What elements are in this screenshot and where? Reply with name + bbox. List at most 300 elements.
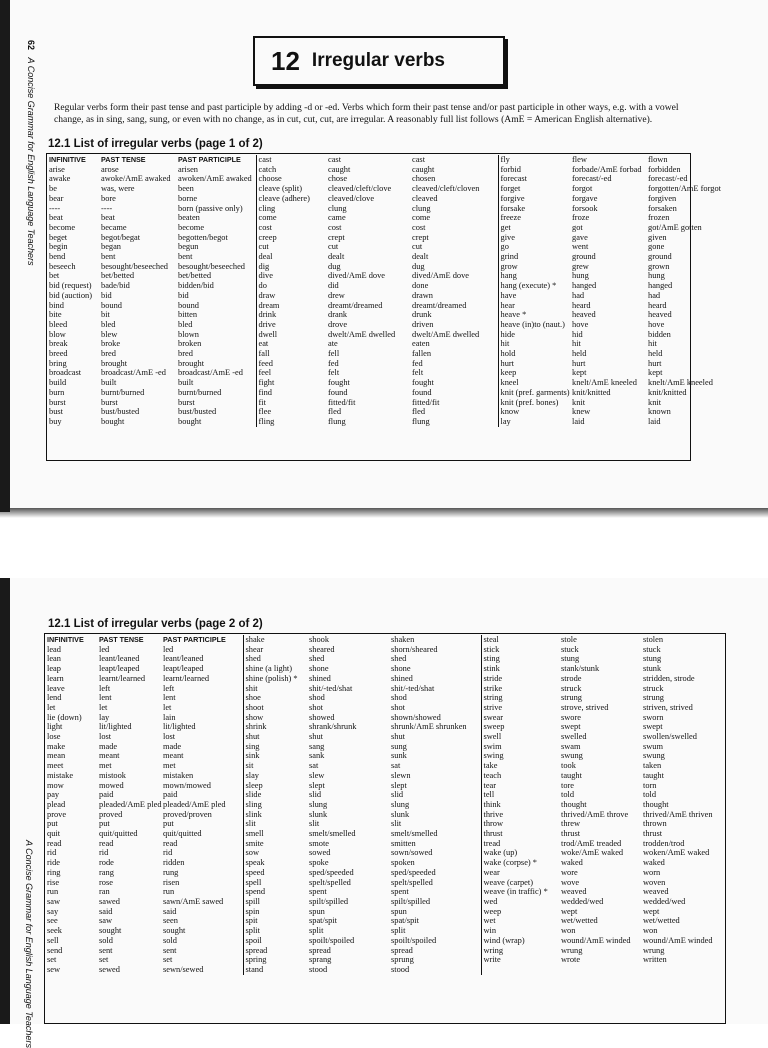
verb-past-tense: bought <box>101 416 125 426</box>
verb-past-tense: heard <box>572 300 591 310</box>
verb-past-tense: bled <box>101 319 116 329</box>
table-row <box>47 165 692 175</box>
verb-past-participle: bidden <box>648 329 671 339</box>
verb-past-tense: led <box>99 644 110 654</box>
verb-past-participle: wedded/wed <box>643 896 686 906</box>
verb-past-participle: sung <box>391 741 407 751</box>
table-row <box>45 848 726 858</box>
verb-table-page-2 <box>45 635 726 975</box>
verb-infinitive: stick <box>481 645 559 655</box>
table-row <box>47 349 692 359</box>
book-title: A Concise Grammar for English Language Teachers <box>26 57 36 266</box>
verb-past-tense: swore <box>561 712 582 722</box>
verb-infinitive: slay <box>243 771 307 781</box>
verb-past-tense: waked <box>561 858 583 868</box>
verb-past-participle: slid <box>391 790 404 800</box>
verb-past-participle: seen <box>163 916 178 926</box>
verb-past-tense: froze <box>572 213 590 223</box>
verb-past-participle: given <box>648 232 667 242</box>
verb-past-tense: hid <box>572 329 583 339</box>
verb-infinitive: meet <box>47 761 64 771</box>
table-row <box>45 645 726 655</box>
verb-infinitive: become <box>49 222 76 232</box>
verb-past-tense: shod <box>309 693 325 703</box>
verb-infinitive: sell <box>47 935 59 945</box>
verb-past-tense: fitted/fit <box>328 397 356 407</box>
verb-infinitive: wake (up) <box>481 848 559 858</box>
verb-past-tense: shed <box>309 654 325 664</box>
verb-infinitive: dream <box>256 301 326 311</box>
verb-infinitive: weep <box>481 907 559 917</box>
verb-past-tense: woke/AmE waked <box>561 848 624 858</box>
verb-past-tense: spat/spit <box>309 916 337 926</box>
verb-past-tense: stung <box>561 654 580 664</box>
verb-past-participle: burst <box>178 397 195 407</box>
chapter-title-box <box>253 36 505 86</box>
verb-infinitive: bet <box>49 271 60 281</box>
table-row <box>45 965 726 975</box>
verb-past-participle: driven <box>412 319 434 329</box>
verb-past-participle: bled <box>178 319 193 329</box>
verb-past-tense: spoilt/spoiled <box>309 935 355 945</box>
page-number: 62 <box>26 40 36 51</box>
verb-past-participle: stuck <box>643 644 661 654</box>
column-header: PAST TENSE <box>99 635 144 644</box>
verb-infinitive: dig <box>256 262 326 272</box>
verb-infinitive: send <box>47 945 63 955</box>
verb-past-participle: hit <box>648 339 657 349</box>
verb-past-participle: slit <box>391 819 402 829</box>
verb-past-participle: ground <box>648 252 672 262</box>
verb-infinitive: shoe <box>243 693 307 703</box>
verb-past-tense: heaved <box>572 310 596 320</box>
verb-past-participle: quit/quitted <box>163 829 202 839</box>
verb-infinitive: get <box>498 223 570 233</box>
verb-infinitive: beat <box>49 213 63 223</box>
verb-infinitive: ring <box>47 867 61 877</box>
verb-infinitive: hold <box>498 349 570 359</box>
verb-past-tense: proved <box>99 809 123 819</box>
verb-past-participle: woven <box>643 877 666 887</box>
verb-past-participle: swum <box>643 741 664 751</box>
verb-past-tense: drew <box>328 290 345 300</box>
verb-past-participle: struck <box>643 683 664 693</box>
verb-past-participle: mistaken <box>163 770 194 780</box>
verb-past-tense: struck <box>561 683 582 693</box>
table-row <box>45 946 726 956</box>
verb-past-tense: spent <box>309 887 327 897</box>
verb-infinitive: stand <box>243 965 307 975</box>
verb-past-tense: cleaved/clove <box>328 193 375 203</box>
verb-past-tense: beat <box>101 213 115 223</box>
verb-past-participle: worn <box>643 867 661 877</box>
verb-infinitive: hear <box>498 301 570 311</box>
table-row <box>47 417 692 427</box>
table-row <box>47 330 692 340</box>
verb-past-participle: shown/showed <box>391 712 441 722</box>
verb-past-participle: shed <box>391 654 407 664</box>
verb-past-tense: gave <box>572 232 588 242</box>
verb-infinitive: hurt <box>498 359 570 369</box>
table-row <box>45 926 726 936</box>
verb-past-tense: was, were <box>101 184 135 194</box>
verb-past-tense: hung <box>572 271 589 281</box>
verb-past-tense: clung <box>328 203 347 213</box>
table-row <box>45 819 726 829</box>
verb-past-tense: cleaved/cleft/clove <box>328 184 392 194</box>
verb-past-tense: bet/betted <box>101 271 135 281</box>
verb-past-participle: dug <box>412 261 425 271</box>
verb-infinitive: let <box>47 702 56 712</box>
verb-past-tense: split <box>309 926 324 936</box>
verb-past-tense: swung <box>561 751 583 761</box>
verb-past-tense: held <box>572 349 587 359</box>
verb-infinitive: find <box>256 388 326 398</box>
verb-infinitive: grow <box>498 262 570 272</box>
table-row <box>45 858 726 868</box>
verb-past-tense: put <box>99 819 110 829</box>
verb-past-participle: got/AmE gotten <box>648 222 702 232</box>
verb-past-participle: forgotten/AmE forgot <box>648 184 721 194</box>
verb-past-tense: shrank/shrunk <box>309 722 357 732</box>
verb-infinitive: spend <box>243 887 307 897</box>
verb-past-participle: gone <box>648 242 665 252</box>
verb-past-tense: stole <box>561 635 577 644</box>
verb-past-participle: shot <box>391 702 405 712</box>
verb-infinitive: wed <box>481 897 559 907</box>
verb-past-tense: tore <box>561 780 575 790</box>
verb-past-tense: sat <box>309 761 319 771</box>
verb-past-tense: burst <box>101 397 118 407</box>
verb-past-tense: spread <box>309 945 331 955</box>
verb-past-participle: hanged <box>648 281 673 291</box>
verb-infinitive: make <box>47 741 66 751</box>
verb-infinitive: swim <box>481 742 559 752</box>
verb-infinitive: cost <box>256 223 326 233</box>
verb-past-participle: fled <box>412 407 426 417</box>
verb-past-tense: rang <box>99 867 114 877</box>
verb-past-tense: ---- <box>101 203 113 213</box>
verb-past-participle: cut <box>412 242 423 252</box>
table-row <box>47 204 692 214</box>
verb-past-participle: sought <box>163 926 186 936</box>
verb-infinitive: shrink <box>243 722 307 732</box>
verb-past-tense: shot <box>309 702 323 712</box>
verb-past-tense: brought <box>101 358 128 368</box>
verb-past-tense: sang <box>309 741 325 751</box>
verb-past-tense: strove, strived <box>561 702 609 712</box>
verb-past-tense: dived/AmE dove <box>328 271 385 281</box>
verb-infinitive: forsake <box>498 204 570 214</box>
verb-past-tense: set <box>99 955 109 965</box>
verb-past-tense: sowed <box>309 848 331 858</box>
verb-past-participle: found <box>412 387 432 397</box>
verb-infinitive: creep <box>256 233 326 243</box>
verb-past-participle: run <box>163 887 175 897</box>
verb-past-participle: bust/busted <box>178 407 217 417</box>
verb-infinitive: teach <box>481 771 559 781</box>
verb-past-tense: wrung <box>561 945 583 955</box>
verb-past-participle: torn <box>643 780 657 790</box>
verb-past-participle: dealt <box>412 252 429 262</box>
verb-infinitive: swing <box>481 751 559 761</box>
verb-past-participle: cast <box>412 155 426 164</box>
verb-past-tense: ate <box>328 339 338 349</box>
verb-past-tense: shone <box>309 664 329 674</box>
verb-past-participle: waked <box>643 858 665 868</box>
verb-past-participle: dreamt/dreamed <box>412 300 467 310</box>
table-row <box>45 887 726 897</box>
verb-past-participle: said <box>163 906 177 916</box>
verb-infinitive: bring <box>49 358 67 368</box>
verb-infinitive: spit <box>243 916 307 926</box>
verb-past-participle: written <box>643 955 667 965</box>
verb-infinitive: shake <box>243 635 307 645</box>
verb-past-participle: awoken/AmE awaked <box>178 174 252 184</box>
section-heading-page-2: 12.1 List of irregular verbs (page 2 of 2) <box>48 618 263 630</box>
verb-infinitive: feed <box>256 359 326 369</box>
verb-past-tense: swept <box>561 722 581 732</box>
verb-past-tense: ground <box>572 252 596 262</box>
verb-past-participle: shit/-ted/shat <box>391 683 435 693</box>
verb-past-tense: bent <box>101 252 116 262</box>
verb-infinitive: cleave (split) <box>256 184 326 194</box>
chapter-number: 12 <box>271 45 300 76</box>
verb-past-participle: frozen <box>648 213 670 223</box>
table-row <box>47 388 692 398</box>
verb-past-participle: kept <box>648 368 663 378</box>
verb-past-tense: trod/AmE treaded <box>561 838 622 848</box>
verb-infinitive: give <box>498 233 570 243</box>
table-row <box>45 810 726 820</box>
verb-past-tense: wept <box>561 906 578 916</box>
table-row <box>47 271 692 281</box>
verb-infinitive: leap <box>47 664 61 674</box>
table-row <box>47 242 692 252</box>
verb-past-tense: slit <box>309 819 320 829</box>
verb-past-participle: bred <box>178 349 193 359</box>
verb-past-tense: cut <box>328 242 339 252</box>
verb-past-participle: met <box>163 761 176 771</box>
verb-past-participle: grown <box>648 261 670 271</box>
verb-past-participle: knit <box>648 397 662 407</box>
verb-past-tense: took <box>561 761 576 771</box>
verb-past-participle: begotten/begot <box>178 232 228 242</box>
verb-infinitive: cut <box>256 242 326 252</box>
verb-past-participle: stolen <box>643 635 664 644</box>
verb-past-participle: read <box>163 838 178 848</box>
verb-past-tense: knew <box>572 407 591 417</box>
verb-infinitive: tread <box>481 839 559 849</box>
verb-past-participle: left <box>163 683 175 693</box>
verb-past-participle: wrung <box>643 945 665 955</box>
verb-infinitive: run <box>47 887 59 897</box>
verb-past-tense: wet/wetted <box>561 916 598 926</box>
verb-past-tense: leant/leaned <box>99 654 140 664</box>
verb-infinitive: thrive <box>481 810 559 820</box>
verb-infinitive: cleave (adhere) <box>256 194 326 204</box>
table-row <box>45 703 726 713</box>
verb-past-tense: chose <box>328 174 348 184</box>
verb-past-participle: crept <box>412 232 429 242</box>
verb-past-participle: lit/lighted <box>163 722 196 732</box>
verb-past-participle: clung <box>412 203 431 213</box>
verb-infinitive: swear <box>481 713 559 723</box>
verb-infinitive: win <box>481 926 559 936</box>
table-row <box>45 800 726 810</box>
table-header-row <box>47 155 692 165</box>
verb-past-participle: sold <box>163 935 177 945</box>
verb-past-tense: became <box>101 222 127 232</box>
verb-infinitive: knit (pref. bones) <box>498 398 570 408</box>
verb-past-participle: taught <box>643 770 664 780</box>
verb-past-participle: bidden/bid <box>178 281 214 291</box>
table-row <box>45 654 726 664</box>
verb-past-tense: won <box>561 926 576 936</box>
verb-past-participle: drunk <box>412 310 432 320</box>
table-row <box>47 233 692 243</box>
verb-infinitive: think <box>481 800 559 810</box>
verb-past-tense: sawed <box>99 896 120 906</box>
column-header: INFINITIVE <box>47 635 84 644</box>
verb-past-participle: borne <box>178 193 198 203</box>
table-row <box>47 310 692 320</box>
verb-infinitive: sow <box>243 848 307 858</box>
verb-past-tense: forgave <box>572 193 598 203</box>
verb-infinitive: bind <box>49 300 64 310</box>
verb-past-participle: knelt/AmE kneeled <box>648 378 713 388</box>
verb-infinitive: arise <box>49 164 65 174</box>
verb-past-tense: taught <box>561 770 582 780</box>
verb-infinitive: lose <box>47 732 61 742</box>
verb-past-participle: broken <box>178 339 202 349</box>
verb-past-participle: bitten <box>178 310 198 320</box>
verb-infinitive: sleep <box>243 781 307 791</box>
verb-past-tense: cost <box>328 222 342 232</box>
table-row <box>45 771 726 781</box>
verb-past-tense: dealt <box>328 252 345 262</box>
verb-infinitive: bear <box>49 193 64 203</box>
table-row <box>47 262 692 272</box>
verb-past-tense: spelt/spelled <box>309 877 351 887</box>
verb-infinitive: know <box>498 407 570 417</box>
verb-past-participle: beaten <box>178 213 200 223</box>
verb-past-tense: dug <box>328 261 341 271</box>
verb-past-participle: lain <box>163 712 176 722</box>
table-row <box>47 281 692 291</box>
verb-infinitive: leave <box>47 683 65 693</box>
verb-past-participle: born (passive only) <box>178 203 243 213</box>
verb-infinitive: wear <box>481 868 559 878</box>
verb-past-tense: paid <box>99 790 114 800</box>
verb-past-participle: spat/spit <box>391 916 419 926</box>
verb-infinitive: dive <box>256 271 326 281</box>
verb-infinitive: ---- <box>49 203 61 213</box>
verb-past-participle: dived/AmE dove <box>412 271 469 281</box>
verb-past-participle: shod <box>391 693 407 703</box>
verb-infinitive: feel <box>256 368 326 378</box>
verb-past-tense: forgot <box>572 184 593 194</box>
verb-past-tense: forecast/-ed <box>572 174 612 184</box>
page-edge-shadow <box>0 508 768 518</box>
table-row <box>47 213 692 223</box>
verb-past-participle: slung <box>391 799 410 809</box>
verb-infinitive: beseech <box>49 261 76 271</box>
verb-past-tense: told <box>561 790 575 800</box>
verb-past-participle: bent <box>178 252 193 262</box>
table-row <box>45 839 726 849</box>
verb-past-participle: sown/sowed <box>391 848 433 858</box>
verb-past-participle: thrived/AmE thriven <box>643 809 713 819</box>
table-row <box>47 359 692 369</box>
verb-past-participle: heard <box>648 300 667 310</box>
verb-past-tense: saw <box>99 916 113 926</box>
running-header <box>18 40 42 520</box>
verb-past-participle: risen <box>163 877 180 887</box>
verb-infinitive: sling <box>243 800 307 810</box>
table-row <box>45 713 726 723</box>
section-heading-page-1: 12.1 List of irregular verbs (page 1 of 2) <box>48 138 263 150</box>
verb-past-tense: slept <box>309 780 325 790</box>
verb-past-tense: besought/beseeched <box>101 261 168 271</box>
verb-infinitive: wet <box>481 916 559 926</box>
verb-infinitive: say <box>47 906 59 916</box>
verb-past-tense: kept <box>572 368 587 378</box>
verb-infinitive: shear <box>243 645 307 655</box>
verb-past-tense: bred <box>101 349 116 359</box>
verb-past-tense: caught <box>328 164 351 174</box>
verb-infinitive: grind <box>498 252 570 262</box>
verb-past-participle: slunk <box>391 809 410 819</box>
verb-infinitive: wake (corpse) * <box>481 858 559 868</box>
verb-past-tense: wrote <box>561 955 581 965</box>
verb-past-tense: lost <box>99 732 112 742</box>
verb-past-tense: broke <box>101 339 121 349</box>
verb-past-participle: eaten <box>412 339 430 349</box>
table-row <box>47 407 692 417</box>
verb-infinitive: strive <box>481 703 559 713</box>
table-row <box>45 742 726 752</box>
verb-past-tense: knelt/AmE kneeled <box>572 378 637 388</box>
verb-past-participle: wept <box>643 906 660 916</box>
verb-past-tense: thought <box>561 799 587 809</box>
table-row <box>45 829 726 839</box>
verb-infinitive: shine (a light) <box>243 664 307 674</box>
verb-infinitive: bust <box>49 407 63 417</box>
verb-past-tense: thrived/AmE throve <box>561 809 629 819</box>
verb-infinitive: do <box>256 281 326 291</box>
verb-past-tense: hurt <box>572 358 586 368</box>
verb-past-tense: fought <box>328 378 350 388</box>
verb-infinitive: spread <box>243 946 307 956</box>
verb-infinitive: fling <box>256 417 326 427</box>
page-gap <box>0 512 768 578</box>
verb-infinitive: forecast <box>498 174 570 184</box>
intro-paragraph: Regular verbs form their past tense and past participle by adding -d or -ed. Verbs which form their past tense and/or past participle in other ways, e.g. with a vowel change, as in sing, sang, sung, or even with no change, as in cut, cut, cut, are irregular. A reasonably full list follows (AmE = American English alternative). <box>54 102 679 125</box>
table-row <box>45 916 726 926</box>
verb-infinitive: strike <box>481 684 559 694</box>
verb-past-participle: put <box>163 819 174 829</box>
verb-past-tense: bid <box>101 290 112 300</box>
verb-infinitive: tell <box>481 790 559 800</box>
verb-infinitive: break <box>49 339 68 349</box>
verb-past-participle: stridden, strode <box>643 673 695 683</box>
verb-past-participle: fallen <box>412 349 432 359</box>
verb-past-participle: broadcast/AmE -ed <box>178 368 243 378</box>
verb-past-tense: flew <box>572 155 587 164</box>
verb-infinitive: shine (polish) * <box>243 674 307 684</box>
verb-infinitive: bid (auction) <box>49 290 93 300</box>
